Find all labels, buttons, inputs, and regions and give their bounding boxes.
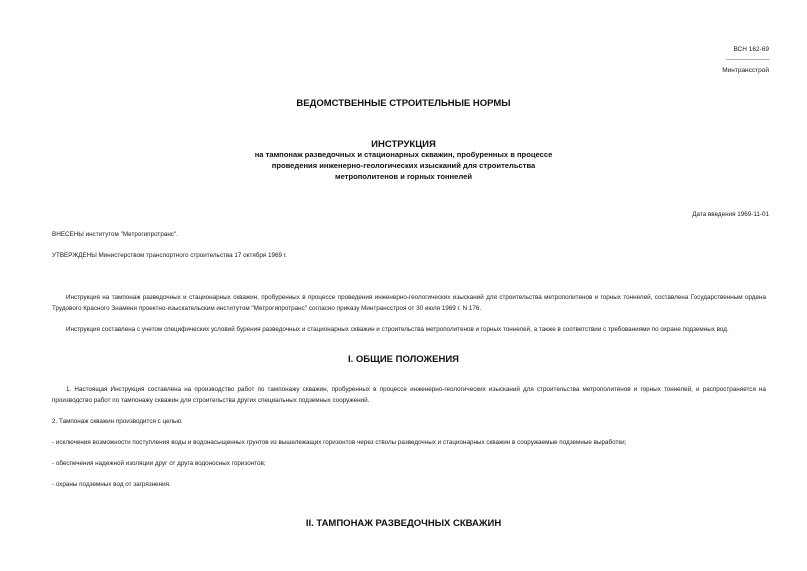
preamble-paragraph-2: Инструкция составлена с учетом специфических условий бурения разведочных и стационарных скважин и строительства метрополитенов и горных тоннелей, а также в соответствии с требованиями по охране подземных вод. — [66, 326, 729, 333]
preamble-paragraph-1: Инструкция на тампонаж разведочных и стационарных скважин, пробуренных в процессе проведения инженерно-геологических изысканий для строительства метрополитенов и горных тоннелей, составлена Государственным ордена Трудового Красного Знамени проектно-изыскательским институтом "Метрогипротранс" согласно приказу Минтрансстроя от 30 июля 1969 г. N 176. — [52, 294, 766, 312]
list-item: - обеспечения надежной изоляции друг от друга водоносных горизонтов; — [52, 460, 266, 467]
list-item: - охраны подземных вод от загрязнения. — [52, 481, 171, 488]
intro-date: Дата введения 1969-11-01 — [692, 211, 769, 218]
doc-code: ВСН 162-69 — [733, 46, 769, 53]
approved-by: УТВЕРЖДЕНЫ Министерством транспортного строительства 17 октября 1969 г. — [52, 252, 287, 259]
header-separator: -------------------------- — [725, 56, 769, 63]
section-1-paragraph-1: 1. Настоящая Инструкция составлена на производство работ по тампонажу скважин, пробуренных в процессе инженерно-геологических изысканий для строительства метрополитенов и горных тоннелей, и распространяется на производство работ по тампонажу скважин для строительства других специальных подземных сооружений. — [52, 386, 766, 404]
list-item: - исключения возможности поступления воды и водонасыщенных грунтов из вышележащих горизонтов через стволы разведочных и стационарных скважин в сооружаемые подземные выработки; — [52, 439, 627, 446]
subtitle-line-3: метрополитенов и горных тоннелей — [334, 172, 472, 181]
norms-title: ВЕДОМСТВЕННЫЕ СТРОИТЕЛЬНЫЕ НОРМЫ — [296, 98, 511, 109]
introduced-by: ВНЕСЕНЫ институтом "Метрогипротранс". — [52, 231, 178, 238]
agency-name: Минтрансстрой — [722, 67, 769, 74]
section-1-heading: I. ОБЩИЕ ПОЛОЖЕНИЯ — [348, 354, 459, 365]
section-2-heading: II. ТАМПОНАЖ РАЗВЕДОЧНЫХ СКВАЖИН — [305, 518, 502, 529]
section-1-paragraph-2: 2. Тампонаж скважин производится с целью: — [52, 418, 183, 425]
subtitle-line-1: на тампонаж разведочных и стационарных скважин, пробуренных в процессе — [254, 150, 553, 159]
subtitle-line-2: проведения инженерно-геологических изысканий для строительства — [271, 161, 536, 170]
instruction-title: ИНСТРУКЦИЯ — [371, 139, 436, 150]
